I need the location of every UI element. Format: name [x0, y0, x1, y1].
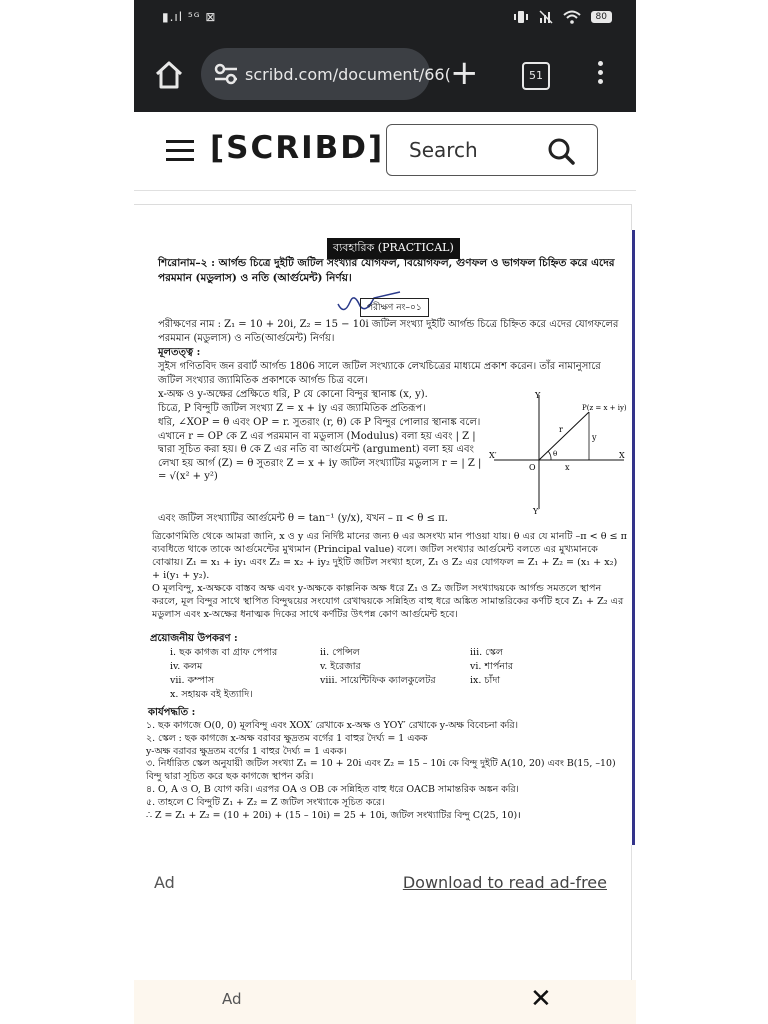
- document-page-edge: [134, 204, 632, 231]
- experiment-name: পরীক্ষণের নাম : Z₁ = 10 + 20i, Z₂ = 15 − 10i জটিল সংখ্যা দুইটি আর্গন্ড চিত্রে চিহ্নিত করে এদের যোগফলের পরমমান (মডুলাস) ও নতি(আর্গুমেন্ট) নির্ণয়।: [158, 319, 619, 344]
- theory-para-6: ত্রিকোণমিতি থেকে আমরা জানি, x ও y এর নির্দিষ্ট মানের জন্য θ এর অসংখ্য মান পাওয়া যায়। θ এর যে মানটি –π < θ ≤ π ব্যবধিতে থাকে তাকে আর্গুমেন্টের মুখ্যমান (Principal value) বলে। জটিল সংখ্যার আর্গুমেন্ট বলতে এর মুখ্যমানকে বোঝায়। Z₁ = x₁ + iy₁ এবং Z₂ = x₂ + iy₂ দুইটি জটিল সংখ্যা হলে, Z₁ ও Z₂ এর যোগফল = Z₁ + Z₂ = (x₁ + x₂) + i(y₁ + y₂).: [152, 531, 627, 581]
- method-step: y-অক্ষ বরাবর ক্ষুদ্রতম বর্গের 1 বাহুর দৈর্ঘ্য = 1 একক।: [146, 745, 347, 757]
- practical-heading: ব্যবহারিক (PRACTICAL): [327, 238, 460, 259]
- browser-toolbar: [134, 38, 636, 112]
- theory-para-4: ধরি, ∠XOP = θ এবং OP = r. সুতরাং (r, θ) কে P বিন্দুর পোলার স্থানাঙ্ক বলে। এখানে r = OP কে Z এর পরমমান বা মডুলাস (Modulus) বলা হয় এবং | Z | দ্বারা সূচিত করা হয়। θ কে Z এর নতি বা আর্গুমেন্ট (argument) বলা হয় এবং লেখা হয় আর্গ (Z) = θ সুতরাং Z = x + iy জটিল সংখ্যাটির মডুলাস r = | Z | = √(x² + y²): [158, 417, 482, 482]
- site-header: [134, 112, 636, 191]
- apparatus-item: iv. কলম: [170, 661, 203, 672]
- signal-indicators: ▮.ıl ⁵ᴳ ⊠: [162, 10, 217, 24]
- new-tab-icon[interactable]: +: [450, 53, 479, 93]
- diagram-x-prime: X′: [489, 451, 497, 460]
- site-settings-icon[interactable]: [211, 61, 241, 87]
- apparatus-item: ii. পেন্সিল: [320, 647, 360, 658]
- diagram-x-seg: x: [565, 463, 570, 472]
- method-step: ৪. O, A ও O, B যোগ করি। এরপর OA ও OB কে সন্নিহিত বাহু ধরে OACB সামান্তরিক অঙ্কন করি।: [146, 783, 519, 795]
- tab-switcher-button[interactable]: 51: [522, 62, 550, 90]
- document-page: [134, 230, 635, 845]
- bottom-ad-label: Ad: [222, 990, 242, 1008]
- diagram-y-label: Y: [535, 391, 541, 400]
- apparatus-item: viii. সায়েন্টিফিক ক্যালকুলেটর: [320, 675, 436, 686]
- phone-screen: [134, 0, 636, 1024]
- status-right: [513, 10, 612, 24]
- theory-para-3: চিত্রে, P বিন্দুটি জটিল সংখ্যা Z = x + iy এর জ্যামিতিক প্রতিরূপ।: [158, 403, 426, 414]
- diagram-theta: θ: [553, 450, 558, 458]
- method-heading: কার্যপদ্ধতি :: [148, 707, 196, 718]
- apparatus-heading: প্রয়োজনীয় উপকরণ :: [150, 633, 238, 644]
- diagram-r-label: r: [559, 425, 563, 434]
- search-icon[interactable]: [547, 137, 575, 165]
- diagram-x-label: X: [619, 451, 625, 460]
- vibrate-icon: [513, 10, 529, 24]
- more-menu-icon[interactable]: [596, 58, 604, 92]
- argand-diagram: [489, 390, 629, 515]
- search-box[interactable]: [386, 124, 598, 176]
- search-label: Search: [409, 138, 478, 162]
- diagram-o-label: O: [529, 463, 536, 472]
- method-list: [146, 720, 626, 822]
- ad-row: [134, 845, 632, 980]
- theory-para-2: x-অক্ষ ও y-অক্ষের প্রেক্ষিতে ধরি, P যে কোনো বিন্দুর স্থানাঙ্ক (x, y).: [158, 389, 428, 400]
- apparatus-item: vi. শার্পনার: [470, 661, 513, 672]
- theory-para-7: O মূলবিন্দু, x-অক্ষকে বাস্তব অক্ষ এবং y-অক্ষকে কাল্পনিক অক্ষ ধরে Z₁ ও Z₂ জটিল সংখ্যাদ্বয়কে আর্গন্ড সমতলে স্থাপন করলে, মূল বিন্দুর সাথে স্থাপিত বিন্দুদ্বয়ের সংযোগ রেখাদ্বয়কে সন্নিহিত বাহু ধরে অঙ্কিত সামান্তরিকের কর্ণটি হবে Z₁ + Z₂ এর মডুলাস এবং x-অক্ষের ধনাত্মক দিকের সাথে কর্ণটির উৎপন্ন কোণ আর্গুমেন্ট হবে।: [152, 583, 624, 620]
- url-text[interactable]: scribd.com/document/66(: [245, 64, 451, 84]
- apparatus-item: vii. কম্পাস: [170, 675, 215, 686]
- method-step: ৫. তাহলে C বিন্দুটি Z₁ + Z₂ = Z জটিল সংখ্যাকে সূচিত করে।: [146, 796, 385, 808]
- method-step: ৩. নির্ধারিত স্কেল অনুযায়ী জটিল সংখ্যা Z₁ = 10 + 20i এবং Z₂ = 15 – 10i কে বিন্দু দুইটি A(10, 20) এবং B(15, –10) বিন্দু দ্বারা সূচিত করে ছক কাগজে স্থাপন করি।: [146, 758, 616, 783]
- apparatus-item: x. সহায়ক বই ইত্যাদি।: [170, 689, 253, 700]
- apparatus-item: ix. চাঁদা: [470, 675, 501, 686]
- diagram-y-seg: y: [592, 433, 597, 442]
- diagram-y-prime: Y′: [533, 507, 541, 516]
- apparatus-item: [320, 688, 470, 701]
- theory-para-1: সুইস গণিতবিদ জন রবার্ট আর্গন্ড 1806 সালে জটিল সংখ্যাকে লেখচিত্রের মাধ্যমে প্রকাশ করেন। তাঁর নামানুসারে জটিল সংখ্যার জ্যামিতিক প্রকাশকে আর্গন্ড চিত্র বলে।: [158, 361, 601, 386]
- ad-label: Ad: [154, 873, 175, 892]
- apparatus-item: v. ইরেজার: [320, 661, 361, 672]
- battery-icon: 80: [591, 11, 612, 23]
- wifi-icon: [563, 10, 581, 24]
- close-icon[interactable]: ✕: [530, 984, 552, 1014]
- apparatus-item: iii. স্কেল: [470, 647, 503, 658]
- hamburger-menu-icon[interactable]: [166, 140, 194, 160]
- method-step: ∴ Z = Z₁ + Z₂ = (10 + 20i) + (15 – 10i) = 25 + 10i, জটিল সংখ্যাটির বিন্দু C(25, 10)।: [146, 809, 521, 821]
- method-step: ১. ছক কাগজে O(0, 0) মূলবিন্দু এবং XOX′ রেখাকে x-অক্ষ ও YOY′ রেখাকে y-অক্ষ বিবেচনা করি।: [146, 720, 518, 731]
- url-bar[interactable]: [201, 48, 451, 100]
- experiment-number: পরীক্ষণ নং–০১: [360, 298, 429, 317]
- theory-heading: মূলতত্ত্ব :: [158, 347, 201, 358]
- scribd-logo[interactable]: [SCRIBD]: [210, 130, 385, 166]
- apparatus-list: [170, 646, 630, 701]
- doc-title: শিরোনাম–২ : আর্গন্ড চিত্রে দুইটি জটিল সংখ্যার যোগফল, বিয়োগফল, গুণফল ও ভাগফল চিহ্নিত করে এদের পরমমান (মডুলাস) ও নতি (আর্গুমেন্ট) নির্ণয়।: [158, 257, 615, 284]
- theory-para-5: এবং জটিল সংখ্যাটির আর্গুমেন্ট θ = tan⁻¹ (y/x), যখন – π < θ ≤ π.: [158, 513, 448, 524]
- bottom-ad-banner: [134, 980, 636, 1024]
- method-step: ২. স্কেল : ছক কাগজে x-অক্ষ বরাবর ক্ষুদ্রতম বর্গের 1 বাহুর দৈর্ঘ্য = 1 একক: [146, 732, 428, 744]
- apparatus-item: i. ছক কাগজ বা গ্রাফ পেপার: [170, 647, 278, 658]
- no-sim-icon: [539, 10, 553, 24]
- home-icon[interactable]: [152, 58, 186, 92]
- apparatus-item: [470, 688, 620, 701]
- status-bar: [134, 0, 636, 38]
- diagram-p-label: P(z = x + iy): [582, 404, 627, 412]
- download-ad-free-link[interactable]: Download to read ad-free: [402, 873, 607, 892]
